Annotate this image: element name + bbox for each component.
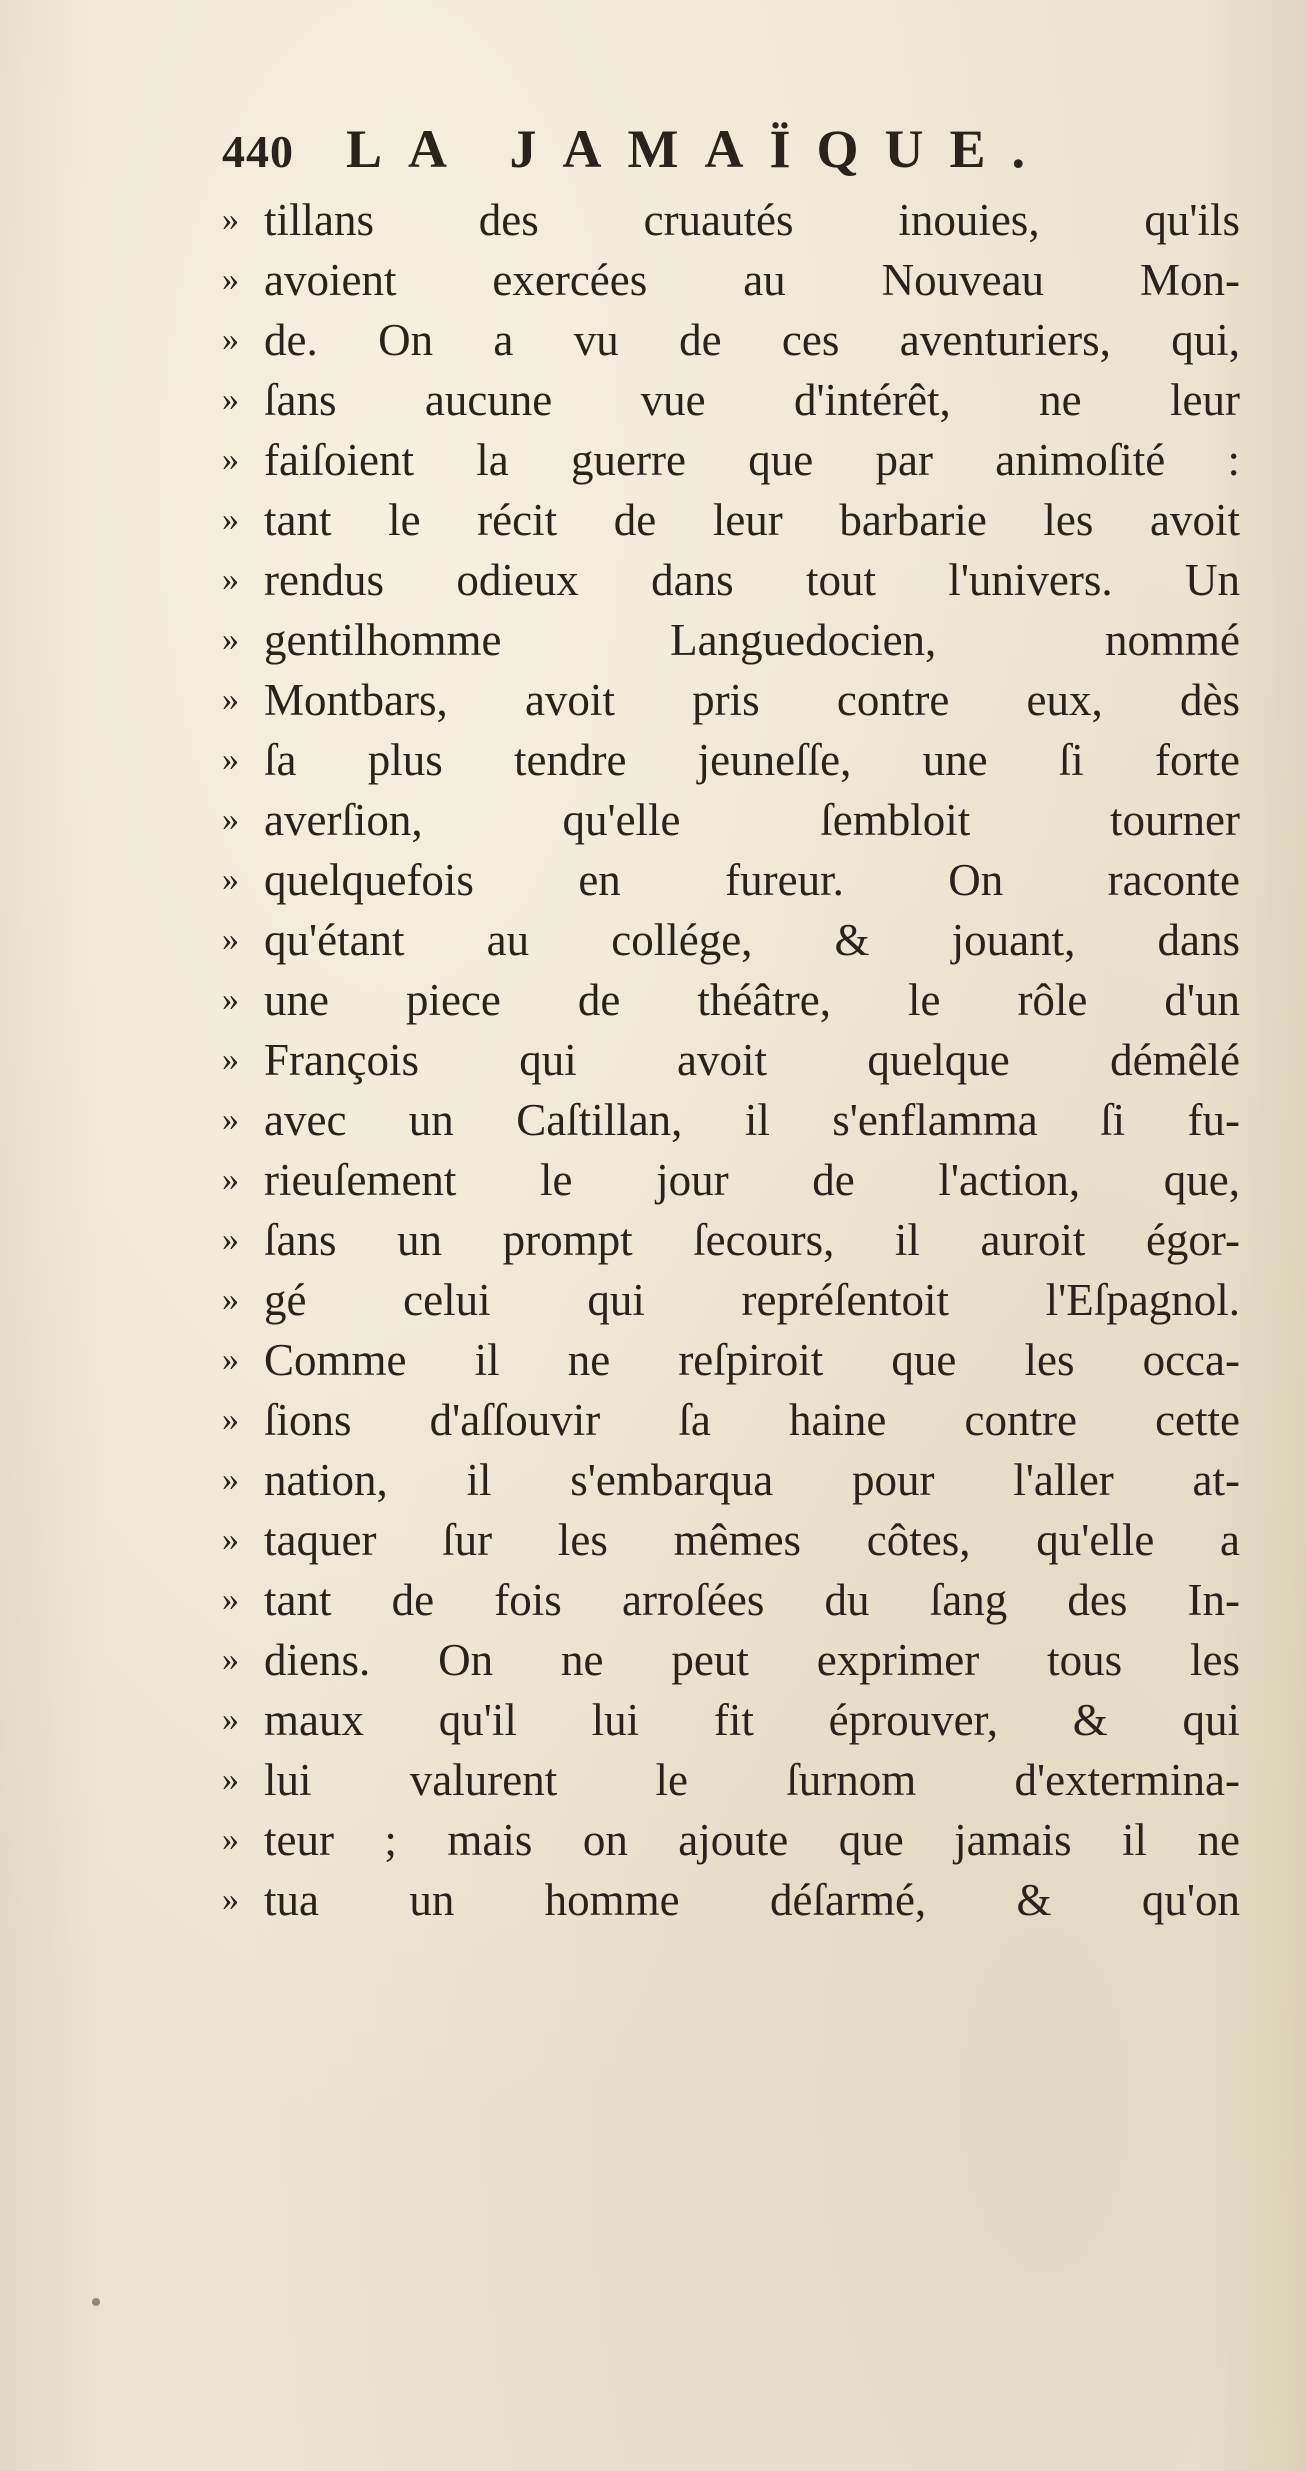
quote-mark: » xyxy=(222,1281,239,1318)
line-text: rendus odieux dans tout l'univers. Un xyxy=(264,555,1240,605)
text-line xyxy=(222,1510,1240,1570)
quote-mark: » xyxy=(222,501,239,538)
quote-mark: » xyxy=(222,561,239,598)
text-line xyxy=(222,1270,1240,1330)
line-text: tant le récit de leur barbarie les avoit xyxy=(264,495,1240,545)
quote-mark: » xyxy=(222,1221,239,1258)
line-text: averſion, qu'elle ſembloit tourner xyxy=(264,795,1240,845)
quote-mark: » xyxy=(222,261,239,298)
text-line xyxy=(222,1750,1240,1810)
text-line xyxy=(222,1870,1240,1930)
quote-mark: » xyxy=(222,981,239,1018)
text-line xyxy=(222,250,1240,310)
quote-mark: » xyxy=(222,1641,239,1678)
page-number: 440 xyxy=(222,126,294,177)
text-line xyxy=(222,850,1240,910)
line-text: François qui avoit quelque démêlé xyxy=(264,1035,1240,1085)
line-text: maux qu'il lui fit éprouver, & qui xyxy=(264,1695,1240,1745)
text-line xyxy=(222,1570,1240,1630)
text-line xyxy=(222,610,1240,670)
text-line xyxy=(222,1690,1240,1750)
quote-mark: » xyxy=(222,1461,239,1498)
text-line xyxy=(222,1210,1240,1270)
quote-mark: » xyxy=(222,921,239,958)
text-line xyxy=(222,430,1240,490)
line-text: ſions d'aſſouvir ſa haine contre cette xyxy=(264,1395,1240,1445)
line-text: Comme il ne reſpiroit que les occa- xyxy=(264,1335,1240,1385)
quote-mark: » xyxy=(222,1701,239,1738)
line-text: une piece de théâtre, le rôle d'un xyxy=(264,975,1240,1025)
quote-mark: » xyxy=(222,621,239,658)
quote-mark: » xyxy=(222,1881,239,1918)
line-text: teur ; mais on ajoute que jamais il ne xyxy=(264,1815,1240,1865)
body-text xyxy=(222,190,1240,1930)
line-text: ſa plus tendre jeuneſſe, une ſi forte xyxy=(264,735,1240,785)
quote-mark: » xyxy=(222,1341,239,1378)
text-line xyxy=(222,310,1240,370)
text-line xyxy=(222,670,1240,730)
line-text: tant de fois arroſées du ſang des In- xyxy=(264,1575,1240,1625)
line-text: gentilhomme Languedocien, nommé xyxy=(264,615,1240,665)
text-line xyxy=(222,790,1240,850)
quote-mark: » xyxy=(222,321,239,358)
line-text: nation, il s'embarqua pour l'aller at- xyxy=(264,1455,1240,1505)
text-line xyxy=(222,1150,1240,1210)
text-line xyxy=(222,730,1240,790)
line-text: ſans un prompt ſecours, il auroit égor- xyxy=(264,1215,1240,1265)
line-text: quelquefois en fureur. On raconte xyxy=(264,855,1240,905)
text-line xyxy=(222,970,1240,1030)
paper-speck xyxy=(92,2298,100,2306)
quote-mark: » xyxy=(222,801,239,838)
quote-mark: » xyxy=(222,861,239,898)
line-text: tillans des cruautés inouies, qu'ils xyxy=(264,195,1240,245)
line-text: gé celui qui repréſentoit l'Eſpagnol. xyxy=(264,1275,1240,1325)
text-line xyxy=(222,1390,1240,1450)
text-line xyxy=(222,190,1240,250)
line-text: rieuſement le jour de l'action, que, xyxy=(264,1155,1240,1205)
line-text: de. On a vu de ces aventuriers, qui, xyxy=(264,315,1240,365)
quote-mark: » xyxy=(222,741,239,778)
quote-mark: » xyxy=(222,1401,239,1438)
line-text: taquer ſur les mêmes côtes, qu'elle a xyxy=(264,1515,1240,1565)
running-title: LA JAMAÏQUE. xyxy=(346,119,1052,179)
text-line xyxy=(222,1630,1240,1690)
quote-mark: » xyxy=(222,1101,239,1138)
text-line xyxy=(222,370,1240,430)
text-line xyxy=(222,1450,1240,1510)
line-text: tua un homme déſarmé, & qu'on xyxy=(264,1875,1240,1925)
quote-mark: » xyxy=(222,1821,239,1858)
text-line xyxy=(222,1810,1240,1870)
line-text: qu'étant au collége, & jouant, dans xyxy=(264,915,1240,965)
quote-mark: » xyxy=(222,1041,239,1078)
line-text: avec un Caſtillan, il s'enflamma ſi fu- xyxy=(264,1095,1240,1145)
text-line xyxy=(222,1030,1240,1090)
quote-mark: » xyxy=(222,201,239,238)
quote-mark: » xyxy=(222,1161,239,1198)
text-line xyxy=(222,1090,1240,1150)
running-head xyxy=(222,118,1262,188)
text-line xyxy=(222,910,1240,970)
line-text: Montbars, avoit pris contre eux, dès xyxy=(264,675,1240,725)
quote-mark: » xyxy=(222,681,239,718)
quote-mark: » xyxy=(222,441,239,478)
line-text: faiſoient la guerre que par animoſité : xyxy=(264,435,1240,485)
line-text: lui valurent le ſurnom d'extermina- xyxy=(264,1755,1240,1805)
line-text: ſans aucune vue d'intérêt, ne leur xyxy=(264,375,1240,425)
text-line xyxy=(222,490,1240,550)
quote-mark: » xyxy=(222,1521,239,1558)
quote-mark: » xyxy=(222,1581,239,1618)
quote-mark: » xyxy=(222,1761,239,1798)
text-line xyxy=(222,1330,1240,1390)
text-line xyxy=(222,550,1240,610)
quote-mark: » xyxy=(222,381,239,418)
line-text: avoient exercées au Nouveau Mon- xyxy=(264,255,1240,305)
line-text: diens. On ne peut exprimer tous les xyxy=(264,1635,1240,1685)
